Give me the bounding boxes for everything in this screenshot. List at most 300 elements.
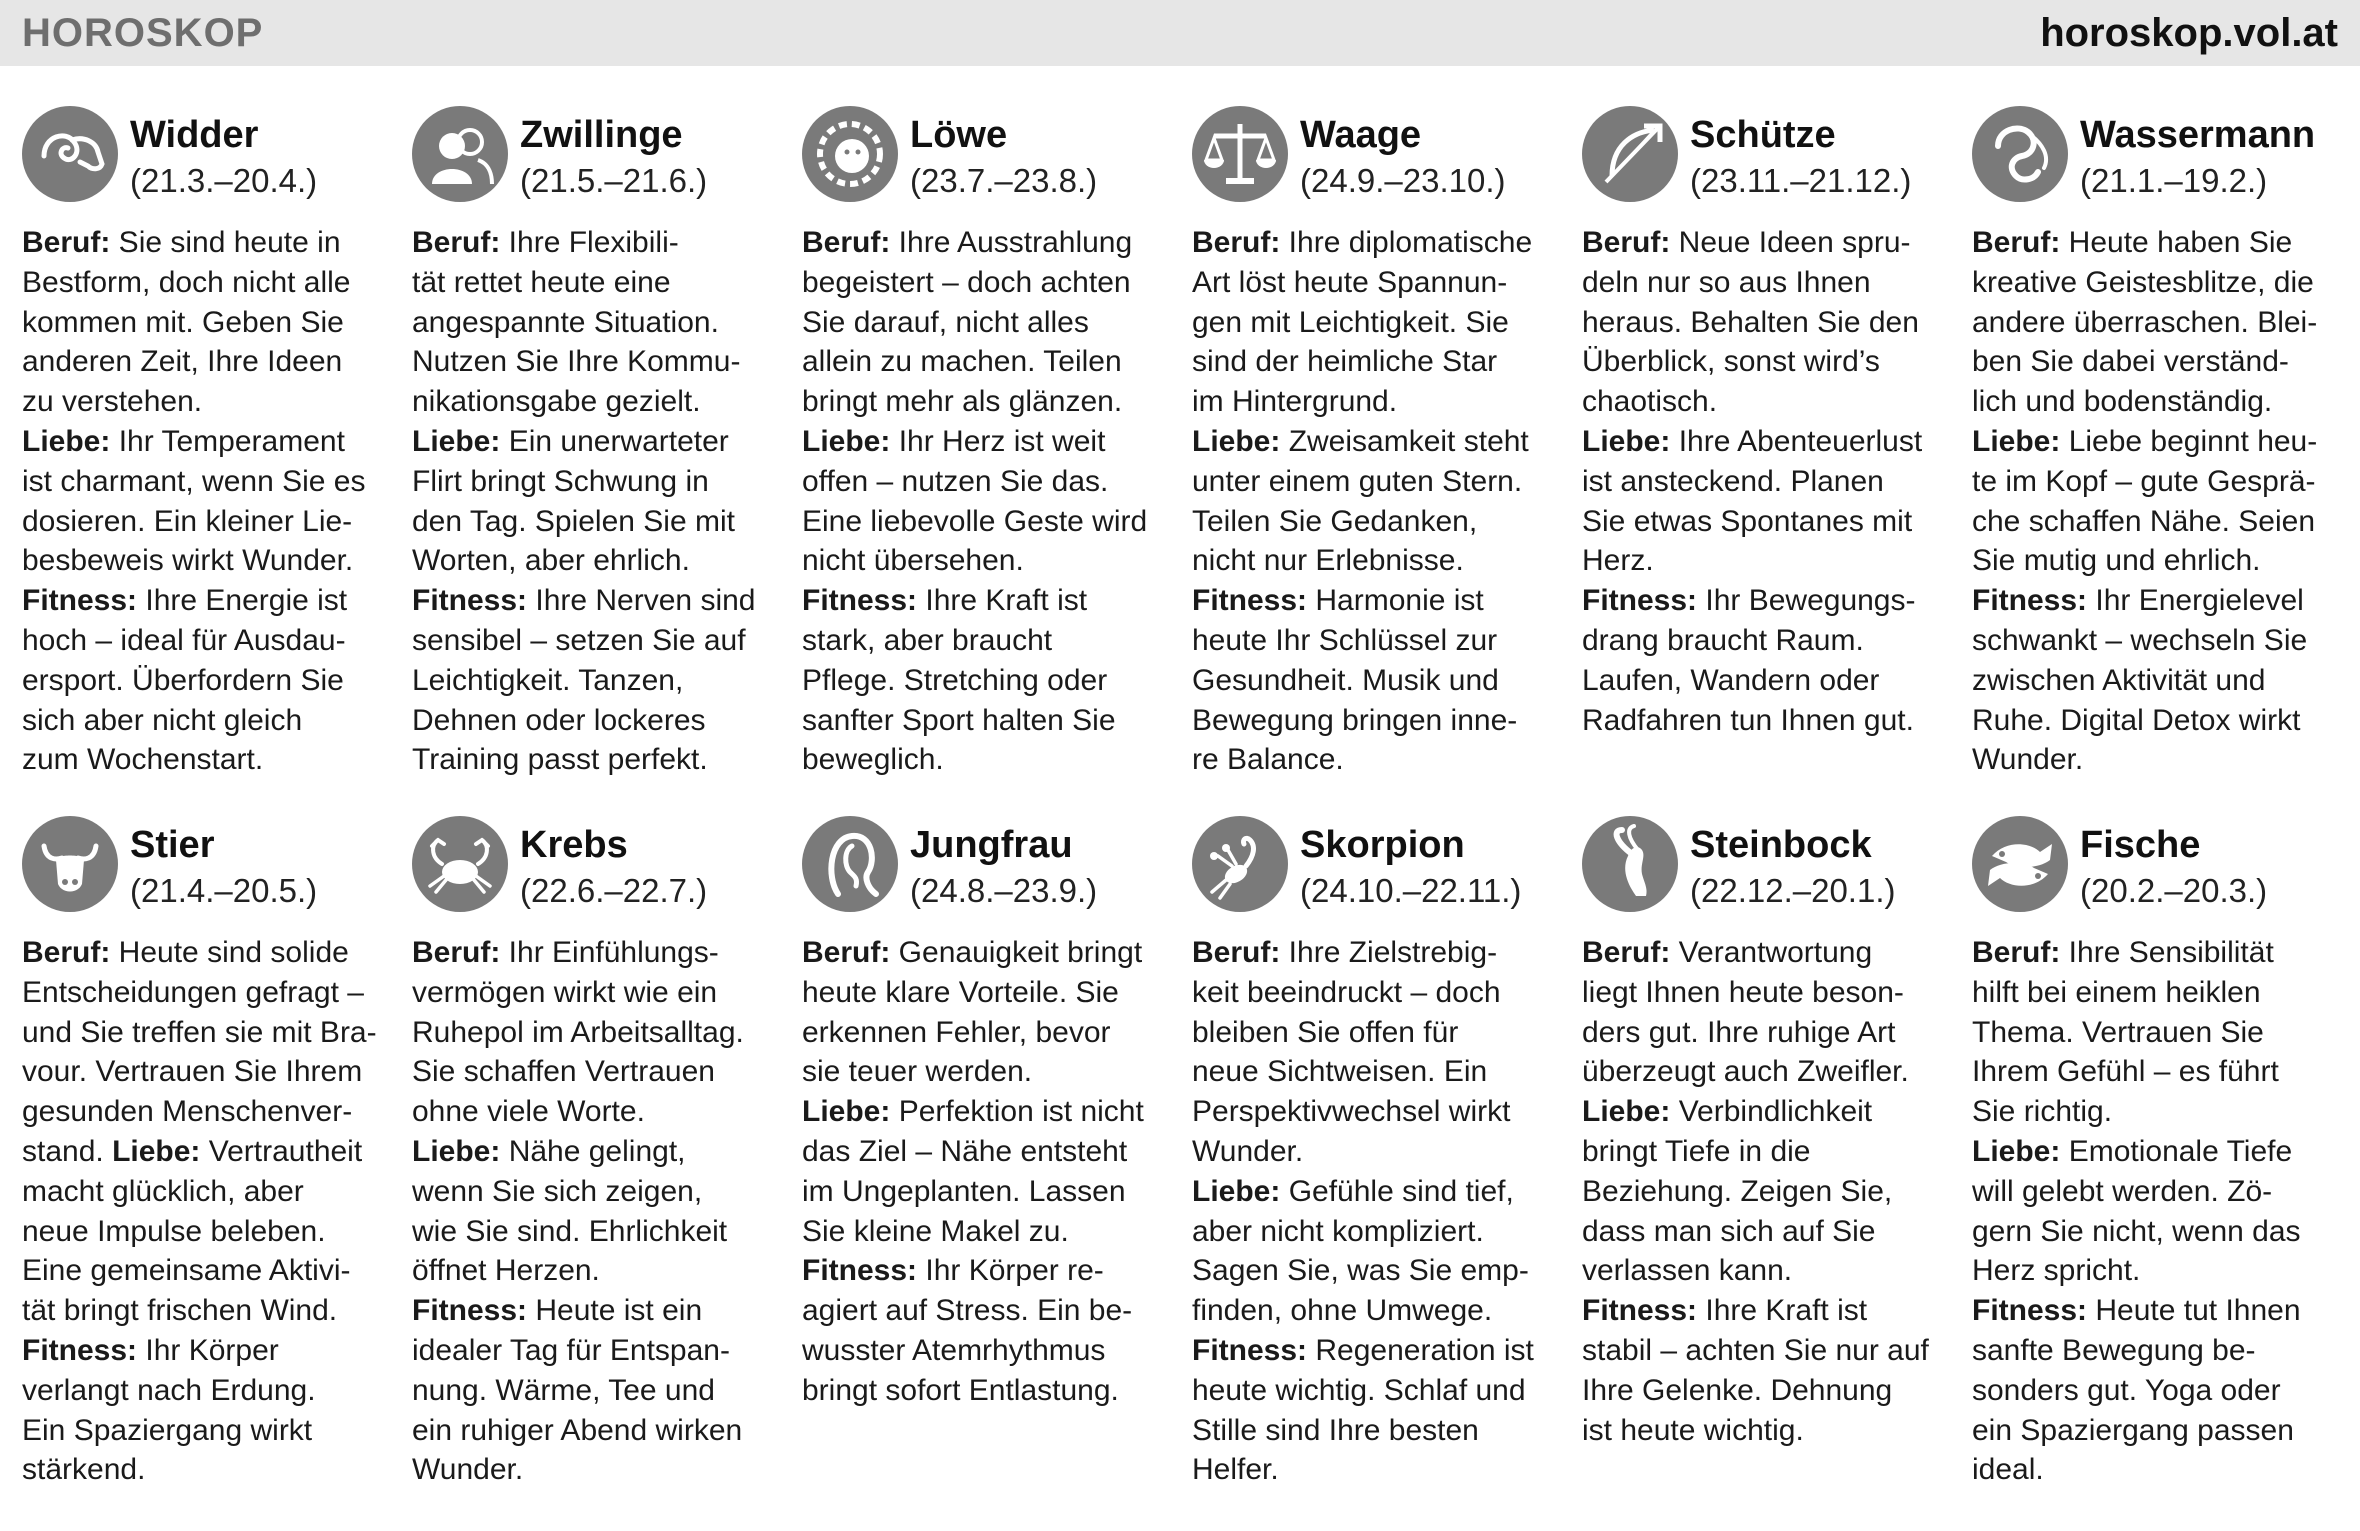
section-text: Dehnen oder lockeres — [412, 703, 706, 737]
text-line — [802, 621, 1174, 661]
section-text: Emotionale Tiefe — [2060, 1134, 2293, 1168]
text-line — [412, 303, 784, 343]
section-text: andere überraschen. Blei- — [1972, 305, 2318, 339]
text-line — [1972, 422, 2344, 462]
text-line — [412, 661, 784, 701]
text-line — [1582, 342, 1954, 382]
section-text: Sie richtig. — [1972, 1095, 2113, 1129]
section-text: öffnet Herzen. — [412, 1254, 600, 1288]
sign-header — [1972, 106, 2344, 211]
sign-card-schuetze — [1582, 106, 1954, 740]
section-text: neue Sichtweisen. Ein — [1192, 1055, 1488, 1089]
text-line — [22, 462, 394, 502]
section-label: Beruf: — [1582, 936, 1671, 969]
section-text: lich und bodenständig. — [1972, 385, 2273, 419]
section-label: Fitness: — [1972, 584, 2088, 618]
section-text: wenn Sie sich zeigen, — [412, 1174, 703, 1208]
section-text: Laufen, Wandern oder — [1582, 663, 1880, 697]
section-text: nicht nur Erlebnisse. — [1192, 544, 1464, 578]
section-label: Beruf: — [412, 936, 501, 969]
sign-header — [412, 106, 784, 211]
section-text: macht glücklich, aber — [22, 1174, 304, 1208]
section-text: Leichtigkeit. Tanzen, — [412, 663, 684, 697]
text-line — [1192, 223, 1564, 263]
section-text: Thema. Vertrauen Sie — [1972, 1015, 2264, 1049]
section-text: im Ungeplanten. Lassen — [802, 1174, 1126, 1208]
text-line — [1192, 462, 1564, 502]
text-line — [22, 621, 394, 661]
section-text: Sie kleine Makel zu. — [802, 1214, 1069, 1248]
section-text: che schaffen Nähe. Seien — [1972, 504, 2316, 538]
text-line — [22, 1291, 394, 1331]
section-text: heute wichtig. Schlaf und — [1192, 1373, 1526, 1407]
section-text: schwankt – wechseln Sie — [1972, 623, 2308, 657]
text-line — [412, 462, 784, 502]
section-text: Ihre Gelenke. Dehnung — [1582, 1373, 1893, 1407]
text-line — [802, 1052, 1174, 1092]
text-line — [1972, 933, 2344, 973]
text-line — [412, 1291, 784, 1331]
sign-dates: (22.12.–20.1.) — [1690, 872, 1896, 909]
sign-header — [1582, 816, 1954, 921]
section-text: zu verstehen. — [22, 385, 203, 419]
text-line — [1192, 973, 1564, 1013]
text-line — [1582, 621, 1954, 661]
section-text: bleiben Sie offen für — [1192, 1015, 1459, 1049]
sign-name: Jungfrau — [910, 824, 1073, 866]
text-line — [1582, 263, 1954, 303]
sign-card-jungfrau — [802, 816, 1174, 1411]
section-label: Liebe: — [1972, 1134, 2061, 1168]
section-text: Ihre Flexibili- — [500, 226, 679, 259]
sign-card-waage — [1192, 106, 1564, 780]
text-line — [412, 1172, 784, 1212]
text-line — [1582, 1212, 1954, 1252]
text-line — [412, 933, 784, 973]
section-text: Ihre Ausstrahlung — [890, 226, 1133, 259]
section-text: will gelebt werden. Zö- — [1972, 1174, 2273, 1208]
section-text: Perspektivwechsel wirkt — [1192, 1095, 1511, 1129]
sign-name: Krebs — [520, 824, 628, 866]
section-text: tät rettet heute eine — [412, 265, 671, 299]
horoscope-text — [412, 933, 784, 1490]
section-label: Fitness: — [22, 584, 138, 618]
text-line — [22, 382, 394, 422]
sign-dates: (21.4.–20.5.) — [130, 872, 318, 909]
section-text: heute Ihr Schlüssel zur — [1192, 623, 1498, 657]
section-label: Fitness: — [22, 1333, 138, 1367]
section-text: Entscheidungen gefragt – — [22, 975, 364, 1009]
section-text: ein ruhiger Abend wirken — [412, 1413, 743, 1447]
horoscope-text — [412, 223, 784, 780]
section-text: anderen Zeit, Ihre Ideen — [22, 345, 343, 379]
section-text: Heute sind solide — [110, 936, 349, 969]
section-text: nicht übersehen. — [802, 544, 1024, 578]
sign-name: Zwillinge — [520, 114, 683, 156]
sign-dates: (24.9.–23.10.) — [1300, 162, 1506, 199]
sign-header — [802, 816, 1174, 921]
sign-name: Waage — [1300, 114, 1422, 156]
fish-icon — [1972, 816, 2068, 912]
section-text: heraus. Behalten Sie den — [1582, 305, 1919, 339]
text-line — [412, 581, 784, 621]
section-text: Eine liebevolle Geste wird — [802, 504, 1148, 538]
section-text: ben Sie dabei verständ- — [1972, 345, 2289, 379]
section-text: Ihr Energielevel — [2087, 584, 2304, 618]
sign-card-wassermann — [1972, 106, 2344, 780]
text-line — [1192, 1371, 1564, 1411]
text-line — [22, 342, 394, 382]
horoscope-text — [1582, 223, 1954, 740]
section-text: Sie mutig und ehrlich. — [1972, 544, 2261, 578]
section-text: Verbindlichkeit — [1670, 1095, 1873, 1129]
section-text: gesunden Menschenver- — [22, 1095, 353, 1129]
section-text: liegt Ihnen heute beson- — [1582, 975, 1904, 1009]
section-text: stabil – achten Sie nur auf — [1582, 1333, 1929, 1367]
section-text: nung. Wärme, Tee und — [412, 1373, 715, 1407]
text-line — [1192, 1052, 1564, 1092]
text-line — [1972, 621, 2344, 661]
text-line — [1192, 1331, 1564, 1371]
text-line — [1972, 1052, 2344, 1092]
section-label: Liebe: — [412, 1134, 501, 1168]
section-label: Fitness: — [412, 584, 528, 618]
text-line — [1192, 621, 1564, 661]
text-line — [22, 1172, 394, 1212]
section-text: aber nicht kompliziert. — [1192, 1214, 1484, 1248]
text-line — [412, 621, 784, 661]
virgin-icon — [802, 816, 898, 912]
section-text: Ihr Bewegungs- — [1697, 584, 1916, 618]
text-line — [1192, 581, 1564, 621]
text-line — [802, 973, 1174, 1013]
section-label: Fitness: — [1582, 584, 1698, 618]
section-text: erkennen Fehler, bevor — [802, 1015, 1111, 1049]
text-line — [22, 1052, 394, 1092]
text-line — [1192, 1291, 1564, 1331]
text-line — [802, 303, 1174, 343]
sign-header — [412, 816, 784, 921]
text-line — [22, 1092, 394, 1132]
text-line — [1972, 382, 2344, 422]
section-text: keit beeindruckt – doch — [1192, 975, 1501, 1009]
text-line — [412, 1132, 784, 1172]
section-text: Verantwortung — [1670, 936, 1873, 969]
sign-dates: (21.3.–20.4.) — [130, 162, 318, 199]
section-text: Sie darauf, nicht alles — [802, 305, 1089, 339]
section-text: beweglich. — [802, 743, 944, 777]
section-label: Liebe: — [1972, 424, 2061, 458]
text-line — [802, 263, 1174, 303]
section-text: angespannte Situation. — [412, 305, 719, 339]
text-line — [22, 1212, 394, 1252]
section-text: offen – nutzen Sie das. — [802, 464, 1109, 498]
text-line — [1972, 223, 2344, 263]
text-line — [412, 1251, 784, 1291]
section-text: Zweisamkeit steht — [1280, 424, 1529, 458]
text-line — [412, 1450, 784, 1490]
scales-icon — [1192, 106, 1288, 202]
text-line — [22, 661, 394, 701]
text-line — [1972, 1212, 2344, 1252]
section-text: idealer Tag für Entspan- — [412, 1333, 730, 1367]
text-line — [412, 1212, 784, 1252]
section-label: Beruf: — [1192, 226, 1281, 259]
sign-name: Fische — [2080, 824, 2201, 866]
text-line — [1972, 303, 2344, 343]
section-text: Gesundheit. Musik und — [1192, 663, 1499, 697]
section-text: Ihre Kraft ist — [1697, 1294, 1868, 1328]
text-line — [1972, 1450, 2344, 1490]
section-text: unter einem guten Stern. — [1192, 464, 1523, 498]
section-text: neue Impulse beleben. — [22, 1214, 326, 1248]
section-text: vour. Vertrauen Sie Ihrem — [22, 1055, 363, 1089]
text-line — [412, 701, 784, 741]
text-line — [1582, 973, 1954, 1013]
section-text: Herz spricht. — [1972, 1254, 2141, 1288]
archer-icon — [1582, 106, 1678, 202]
section-text: re Balance. — [1192, 743, 1344, 777]
section-text: überzeugt auch Zweifler. — [1582, 1055, 1909, 1089]
horoscope-text — [22, 933, 394, 1490]
section-text: dosieren. Ein kleiner Lie- — [22, 504, 353, 538]
section-text: Überblick, sonst wird’s — [1582, 345, 1880, 379]
sign-name: Skorpion — [1300, 824, 1465, 866]
text-line — [802, 422, 1174, 462]
text-line — [802, 1331, 1174, 1371]
sign-card-steinbock — [1582, 816, 1954, 1450]
section-text: Training passt perfekt. — [412, 743, 708, 777]
section-text: sanfte Bewegung be- — [1972, 1333, 2256, 1367]
section-text: und Sie treffen sie mit Bra- — [22, 1015, 377, 1049]
section-label: Fitness: — [802, 1254, 918, 1288]
text-line — [1192, 1212, 1564, 1252]
text-line — [802, 1371, 1174, 1411]
text-line — [1192, 661, 1564, 701]
section-text: im Hintergrund. — [1192, 385, 1398, 419]
section-text: Heute ist ein — [527, 1294, 703, 1328]
text-line — [1192, 740, 1564, 780]
section-text: Vertrautheit — [200, 1134, 363, 1168]
text-line — [1972, 581, 2344, 621]
section-text: Ihre Nerven sind — [527, 584, 756, 618]
section-label: Beruf: — [1972, 226, 2061, 259]
section-text: Radfahren tun Ihnen gut. — [1582, 703, 1914, 737]
text-line — [1582, 541, 1954, 581]
section-text: Herz. — [1582, 544, 1654, 578]
horoscope-text — [1192, 223, 1564, 780]
section-text: den Tag. Spielen Sie mit — [412, 504, 735, 538]
text-line — [1972, 502, 2344, 542]
sign-card-loewe — [802, 106, 1174, 780]
section-text: hoch – ideal für Ausdau- — [22, 623, 346, 657]
text-line — [1192, 1092, 1564, 1132]
text-line — [802, 541, 1174, 581]
section-text: stark, aber braucht — [802, 623, 1053, 657]
text-line — [1192, 1172, 1564, 1212]
sign-dates: (24.10.–22.11.) — [1300, 872, 1522, 909]
text-line — [22, 1251, 394, 1291]
text-line — [802, 1013, 1174, 1053]
text-line — [1972, 1411, 2344, 1451]
sign-header — [22, 106, 394, 211]
text-line — [802, 1092, 1174, 1132]
sign-dates: (20.2.–20.3.) — [2080, 872, 2268, 909]
section-text: sich aber nicht gleich — [22, 703, 303, 737]
text-line — [1972, 1331, 2344, 1371]
text-line — [1972, 342, 2344, 382]
section-text: sanfter Sport halten Sie — [802, 703, 1116, 737]
section-text: zwischen Aktivität und — [1972, 663, 2266, 697]
section-text: kommen mit. Geben Sie — [22, 305, 344, 339]
text-line — [1582, 933, 1954, 973]
text-line — [1192, 701, 1564, 741]
section-text: Ruhepol im Arbeitsalltag. — [412, 1015, 744, 1049]
text-line — [1192, 1013, 1564, 1053]
section-text: vermögen wirkt wie ein — [412, 975, 718, 1009]
text-line — [1972, 661, 2344, 701]
text-line — [802, 342, 1174, 382]
text-line — [1192, 342, 1564, 382]
sign-header — [1192, 106, 1564, 211]
text-line — [412, 541, 784, 581]
section-text: Harmonie ist — [1307, 584, 1484, 618]
section-text: Ihr Körper — [137, 1333, 279, 1367]
text-line — [1972, 740, 2344, 780]
text-line — [1972, 462, 2344, 502]
sign-card-stier — [22, 816, 394, 1490]
text-line — [22, 502, 394, 542]
section-text: wusster Atemrhythmus — [802, 1333, 1106, 1367]
section-label: Beruf: — [1192, 936, 1281, 969]
horoscope-text — [1972, 223, 2344, 780]
text-line — [412, 1371, 784, 1411]
section-text: Sie etwas Spontanes mit — [1582, 504, 1913, 538]
section-label: Beruf: — [1972, 936, 2061, 969]
section-text: Ihr Körper re- — [917, 1254, 1104, 1288]
section-text: ersport. Überfordern Sie — [22, 663, 344, 697]
section-text: Sie sind heute in — [110, 226, 341, 259]
text-line — [22, 223, 394, 263]
text-line — [1192, 1411, 1564, 1451]
text-line — [1192, 1132, 1564, 1172]
section-text: stand. — [22, 1134, 113, 1168]
text-line — [1192, 263, 1564, 303]
section-text: bringt sofort Entlastung. — [802, 1373, 1119, 1407]
sign-dates: (24.8.–23.9.) — [910, 872, 1098, 909]
section-text: drang braucht Raum. — [1582, 623, 1864, 657]
section-text: Ein Spaziergang wirkt — [22, 1413, 313, 1447]
section-text: besbeweis wirkt Wunder. — [22, 544, 354, 578]
site-url[interactable]: horoskop.vol.at — [2040, 10, 2338, 55]
section-text: Ihre Abenteuerlust — [1670, 424, 1923, 458]
section-text: Pflege. Stretching oder — [802, 663, 1108, 697]
text-line — [22, 933, 394, 973]
section-text: Heute tut Ihnen — [2087, 1294, 2301, 1328]
section-text: wie Sie sind. Ehrlichkeit — [412, 1214, 728, 1248]
crab-icon — [412, 816, 508, 912]
page-title: HOROSKOP — [22, 10, 264, 55]
section-text: ist charmant, wenn Sie es — [22, 464, 366, 498]
text-line — [802, 382, 1174, 422]
text-line — [1192, 541, 1564, 581]
text-line — [412, 1411, 784, 1451]
section-text: Regeneration ist — [1307, 1333, 1534, 1367]
text-line — [1192, 502, 1564, 542]
text-line — [1972, 1251, 2344, 1291]
text-line — [22, 1013, 394, 1053]
text-line — [22, 973, 394, 1013]
text-line — [1972, 1291, 2344, 1331]
text-line — [22, 263, 394, 303]
section-label: Liebe: — [1582, 1095, 1671, 1129]
text-line — [22, 581, 394, 621]
horoscope-text — [1192, 933, 1564, 1490]
text-line — [1192, 303, 1564, 343]
section-text: finden, ohne Umwege. — [1192, 1294, 1493, 1328]
text-line — [1192, 1450, 1564, 1490]
text-line — [22, 701, 394, 741]
sign-header — [1972, 816, 2344, 921]
section-text: Ihre Energie ist — [137, 584, 348, 618]
section-text: Worten, aber ehrlich. — [412, 544, 690, 578]
text-line — [1582, 303, 1954, 343]
text-line — [22, 740, 394, 780]
text-line — [1582, 1331, 1954, 1371]
section-label: Fitness: — [412, 1294, 528, 1328]
text-line — [1972, 263, 2344, 303]
text-line — [1582, 1052, 1954, 1092]
text-line — [1972, 1172, 2344, 1212]
section-text: Ein unerwarteter — [500, 424, 729, 458]
section-text: Genauigkeit bringt — [890, 936, 1143, 969]
section-label: Liebe: — [1192, 424, 1281, 458]
section-text: Ihre diplomatische — [1280, 226, 1533, 259]
section-label: Beruf: — [802, 226, 891, 259]
section-text: ders gut. Ihre ruhige Art — [1582, 1015, 1896, 1049]
sign-dates: (22.6.–22.7.) — [520, 872, 708, 909]
sign-card-skorpion — [1192, 816, 1564, 1490]
sign-header — [802, 106, 1174, 211]
text-line — [802, 1172, 1174, 1212]
text-line — [412, 422, 784, 462]
section-label: Fitness: — [1972, 1294, 2088, 1328]
text-line — [802, 740, 1174, 780]
section-text: Wunder. — [412, 1453, 524, 1487]
section-label: Fitness: — [1192, 1333, 1308, 1367]
sign-name: Widder — [130, 114, 259, 156]
section-text: ist ansteckend. Planen — [1582, 464, 1884, 498]
sign-dates: (23.11.–21.12.) — [1690, 162, 1912, 199]
text-line — [22, 1371, 394, 1411]
page-header — [0, 0, 2360, 66]
text-line — [1972, 1371, 2344, 1411]
section-label: Beruf: — [412, 226, 501, 259]
section-text: deln nur so aus Ihnen — [1582, 265, 1871, 299]
water-bearer-icon — [1972, 106, 2068, 202]
section-text: Flirt bringt Schwung in — [412, 464, 709, 498]
ibex-icon — [1582, 816, 1678, 912]
sign-card-widder — [22, 106, 394, 780]
section-text: Neue Ideen spru- — [1670, 226, 1911, 259]
text-line — [1582, 1092, 1954, 1132]
section-text: tät bringt frischen Wind. — [22, 1294, 338, 1328]
section-text: Ihr Herz ist weit — [890, 424, 1106, 458]
text-line — [1192, 1251, 1564, 1291]
text-line — [412, 263, 784, 303]
text-line — [1582, 581, 1954, 621]
sign-header — [1192, 816, 1564, 921]
